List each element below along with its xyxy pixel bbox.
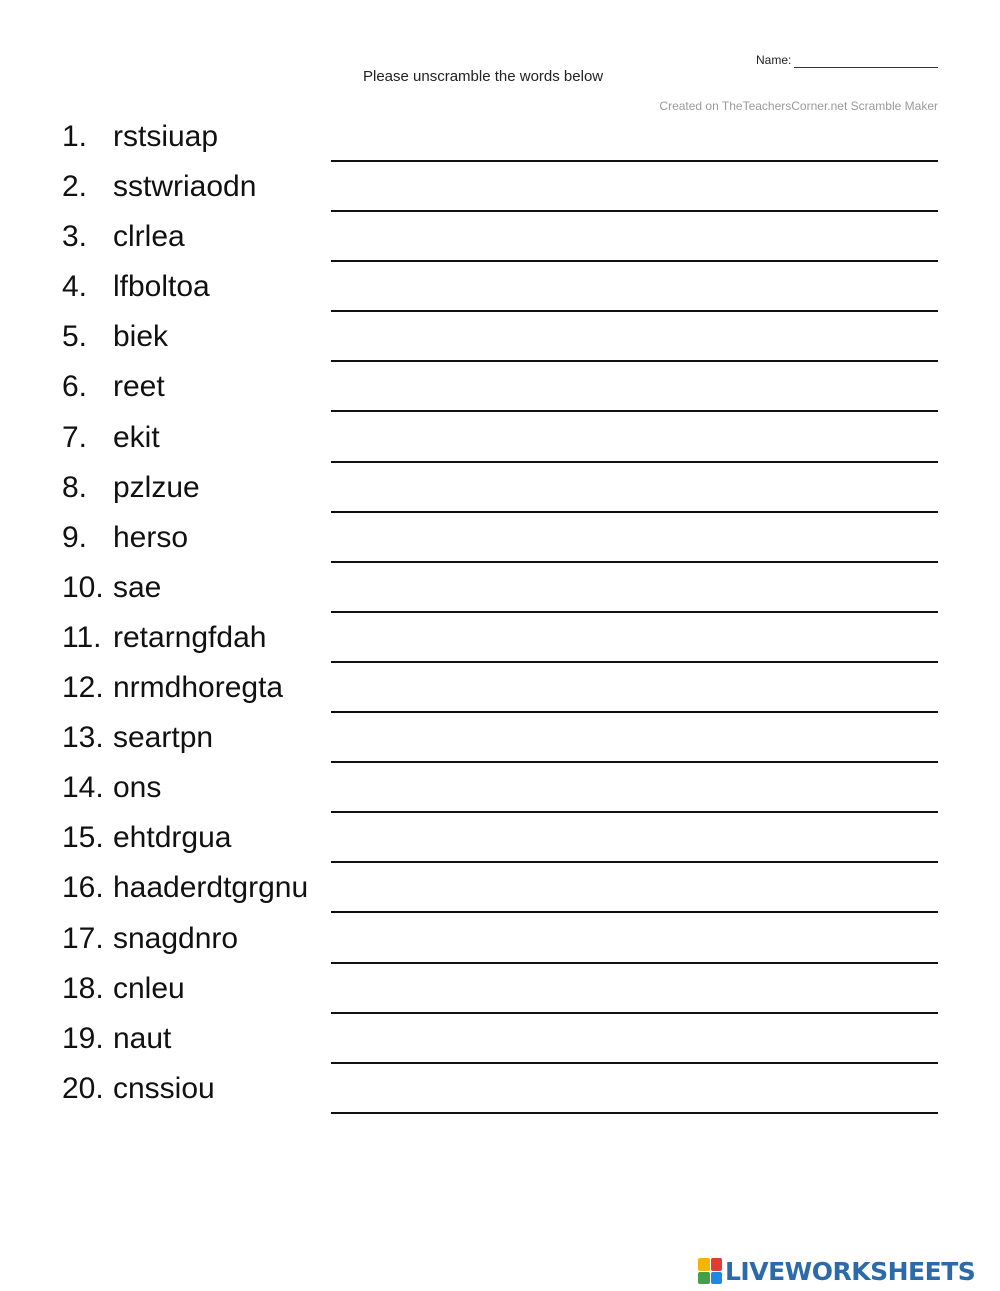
scramble-list (0, 112, 1000, 1114)
scrambled-word: snagdnro (113, 921, 239, 955)
item-number: 8. (62, 470, 88, 504)
scrambled-word: ekit (113, 420, 160, 454)
list-item (0, 663, 1000, 713)
item-number: 2. (62, 170, 88, 204)
name-label: Name: (756, 53, 792, 67)
list-item (0, 863, 1000, 913)
logo-tile-blue (711, 1272, 723, 1285)
list-item (0, 413, 1000, 463)
scrambled-word: reet (113, 370, 165, 404)
item-number: 3. (62, 220, 88, 254)
list-item (0, 964, 1000, 1014)
scrambled-word: retarngfdah (113, 620, 267, 654)
item-number: 9. (62, 520, 88, 554)
item-number: 19. (62, 1021, 104, 1055)
item-number: 14. (62, 771, 104, 805)
list-item (0, 112, 1000, 162)
item-number: 16. (62, 871, 104, 905)
item-number: 4. (62, 270, 88, 304)
item-number: 17. (62, 921, 104, 955)
scrambled-word: lfboltoa (113, 270, 210, 304)
scrambled-word: ons (113, 771, 162, 805)
list-item (0, 563, 1000, 613)
list-item (0, 763, 1000, 813)
scrambled-word: biek (113, 320, 169, 354)
scrambled-word: cnssiou (113, 1071, 215, 1105)
scrambled-word: haaderdtgrgnu (113, 871, 309, 905)
brand-name: LIVEWORKSHEETS (725, 1256, 976, 1286)
list-item (0, 162, 1000, 212)
name-field[interactable] (794, 67, 938, 68)
list-item (0, 262, 1000, 312)
list-item (0, 813, 1000, 863)
scrambled-word: cnleu (113, 971, 185, 1005)
scrambled-word: rstsiuap (113, 120, 219, 153)
item-number: 18. (62, 971, 104, 1005)
logo-tile-red (711, 1258, 723, 1271)
scrambled-word: naut (113, 1021, 172, 1055)
item-number: 5. (62, 320, 88, 354)
item-number: 11. (62, 620, 102, 654)
list-item (0, 613, 1000, 663)
item-number: 1. (62, 120, 88, 153)
scrambled-word: pzlzue (113, 470, 200, 504)
scrambled-word: nrmdhoregta (113, 671, 284, 705)
item-number: 7. (62, 420, 88, 454)
liveworksheets-logo (698, 1256, 975, 1286)
list-item (0, 312, 1000, 362)
list-item (0, 362, 1000, 412)
credit-text: Created on TheTeachersCorner.net Scramble Maker (659, 99, 938, 113)
scrambled-word: sae (113, 570, 162, 604)
item-number: 6. (62, 370, 88, 404)
list-item (0, 513, 1000, 563)
item-number: 15. (62, 821, 104, 855)
liveworksheets-icon (698, 1258, 722, 1284)
instructions-text: Please unscramble the words below (363, 68, 604, 85)
item-number: 12. (62, 671, 104, 705)
list-item (0, 713, 1000, 763)
item-number: 10. (62, 570, 104, 604)
logo-tile-green (698, 1272, 710, 1285)
list-item (0, 463, 1000, 513)
scrambled-word: seartpn (113, 721, 214, 755)
scrambled-word: ehtdrgua (113, 821, 232, 855)
answer-field[interactable] (331, 1112, 938, 1114)
list-item (0, 914, 1000, 964)
list-item (0, 1064, 1000, 1114)
scrambled-word: herso (113, 520, 189, 554)
scrambled-word: clrlea (113, 220, 185, 254)
list-item (0, 212, 1000, 262)
logo-tile-yellow (698, 1258, 710, 1271)
scrambled-word: sstwriaodn (113, 170, 257, 204)
item-number: 20. (62, 1071, 104, 1105)
list-item (0, 1014, 1000, 1064)
item-number: 13. (62, 721, 104, 755)
